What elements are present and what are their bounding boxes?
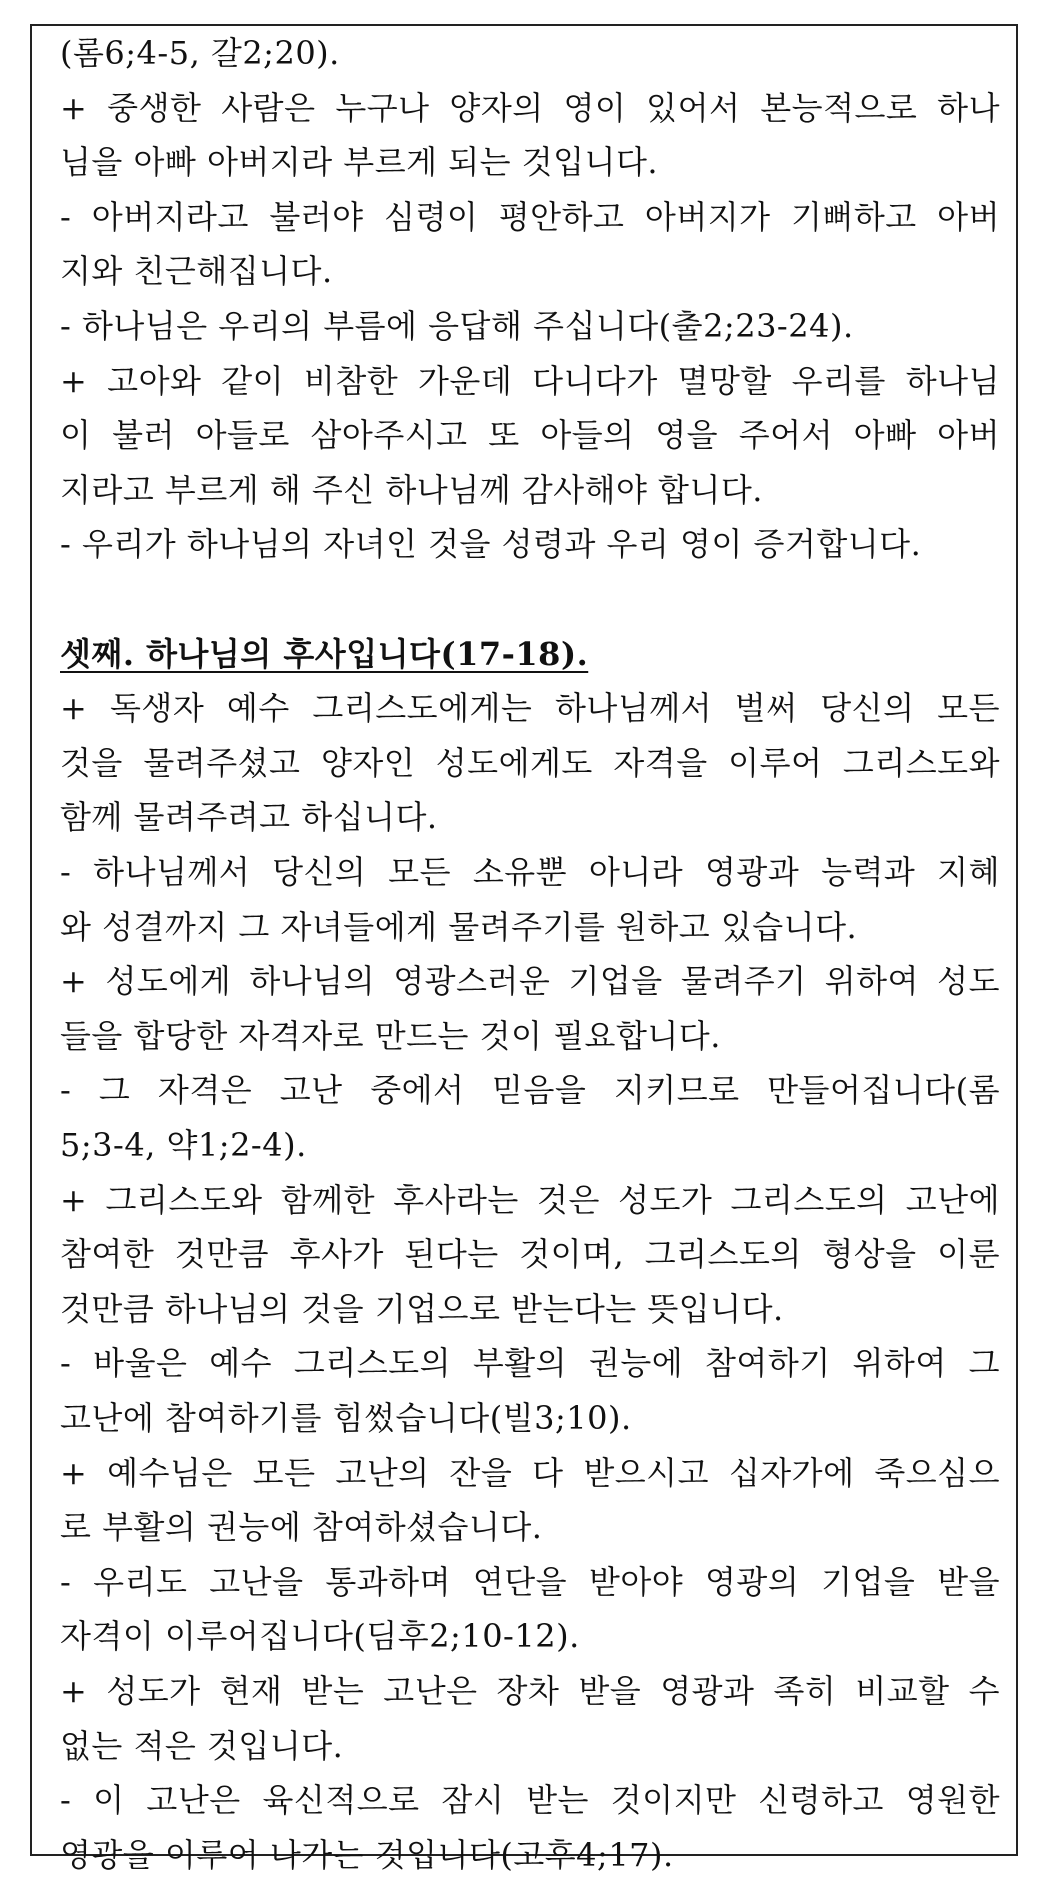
text-line: - 우리도 고난을 통과하며 연단을 받아야 영광의 기업을 받을 — [60, 1562, 1000, 1601]
text-line: - 아버지라고 불러야 심령이 평안하고 아버지가 기뻐하고 아버 — [60, 197, 1000, 236]
text-line: - 바울은 예수 그리스도의 부활의 권능에 참여하기 위하여 그 — [60, 1344, 1000, 1383]
text-line: 참여한 것만큼 후사가 된다는 것이며, 그리스도의 형상을 이룬 — [60, 1235, 1000, 1274]
text-line: 5;3-4, 약1;2-4). — [60, 1126, 307, 1164]
text-line: 함께 물려주려고 하십니다. — [60, 798, 438, 837]
text-line: - 이 고난은 육신적으로 잠시 받는 것이지만 신령하고 영원한 — [60, 1781, 1000, 1820]
text-line: + 그리스도와 함께한 후사라는 것은 성도가 그리스도의 고난에 — [60, 1180, 1000, 1219]
text-line: 로 부활의 권능에 참여하셨습니다. — [60, 1508, 543, 1547]
text-line: - 우리가 하나님의 자녀인 것을 성령과 우리 영이 증거합니다. — [60, 525, 922, 564]
document-frame — [30, 24, 1018, 1874]
section-heading: 셋째. 하나님의 후사입니다(17-18). — [60, 634, 589, 673]
text-line: 들을 합당한 자격자로 만드는 것이 필요합니다. — [60, 1016, 721, 1055]
text-line: 영광을 이루어 나가는 것입니다(고후4;17). — [60, 1835, 674, 1874]
text-line: 지와 친근해집니다. — [60, 252, 333, 291]
text-line: 이 불러 아들로 삼아주시고 또 아들의 영을 주어서 아빠 아버 — [60, 416, 1000, 455]
text-line: + 성도에게 하나님의 영광스러운 기업을 물려주기 위하여 성도 — [60, 962, 1000, 1001]
text-line: - 하나님께서 당신의 모든 소유뿐 아니라 영광과 능력과 지혜 — [60, 853, 1000, 891]
text-line: 고난에 참여하기를 힘썼습니다(빌3;10). — [60, 1399, 632, 1437]
text-line: (롬6;4-5, 갈2;20). — [60, 34, 340, 72]
text-line: + 고아와 같이 비참한 가운데 다니다가 멸망할 우리를 하나님 — [60, 361, 1000, 400]
text-line: 님을 아빠 아버지라 부르게 되는 것입니다. — [60, 143, 659, 182]
text-line: - 그 자격은 고난 중에서 믿음을 지키므로 만들어집니다(롬 — [60, 1071, 1000, 1110]
text-line: + 성도가 현재 받는 고난은 장차 받을 영광과 족히 비교할 수 — [60, 1672, 1000, 1710]
text-line: + 예수님은 모든 고난의 잔을 다 받으시고 십자가에 죽으심으 — [60, 1453, 1000, 1492]
text-line: 것을 물려주셨고 양자인 성도에게도 자격을 이루어 그리스도와 — [60, 743, 1000, 782]
text-line: 없는 적은 것입니다. — [60, 1726, 344, 1765]
text-line: 것만큼 하나님의 것을 기업으로 받는다는 뜻입니다. — [60, 1289, 784, 1328]
text-line: 지라고 부르게 해 주신 하나님께 감사해야 합니다. — [60, 470, 763, 509]
text-line: 자격이 이루어집니다(딤후2;10-12). — [60, 1617, 580, 1656]
text-line: + 중생한 사람은 누구나 양자의 영이 있어서 본능적으로 하나 — [60, 88, 1000, 127]
text-line: - 하나님은 우리의 부름에 응답해 주십니다(출2;23-24). — [60, 307, 854, 345]
text-line: + 독생자 예수 그리스도에게는 하나님께서 벌써 당신의 모든 — [60, 689, 1000, 728]
text-line: 와 성결까지 그 자녀들에게 물려주기를 원하고 있습니다. — [60, 907, 858, 946]
